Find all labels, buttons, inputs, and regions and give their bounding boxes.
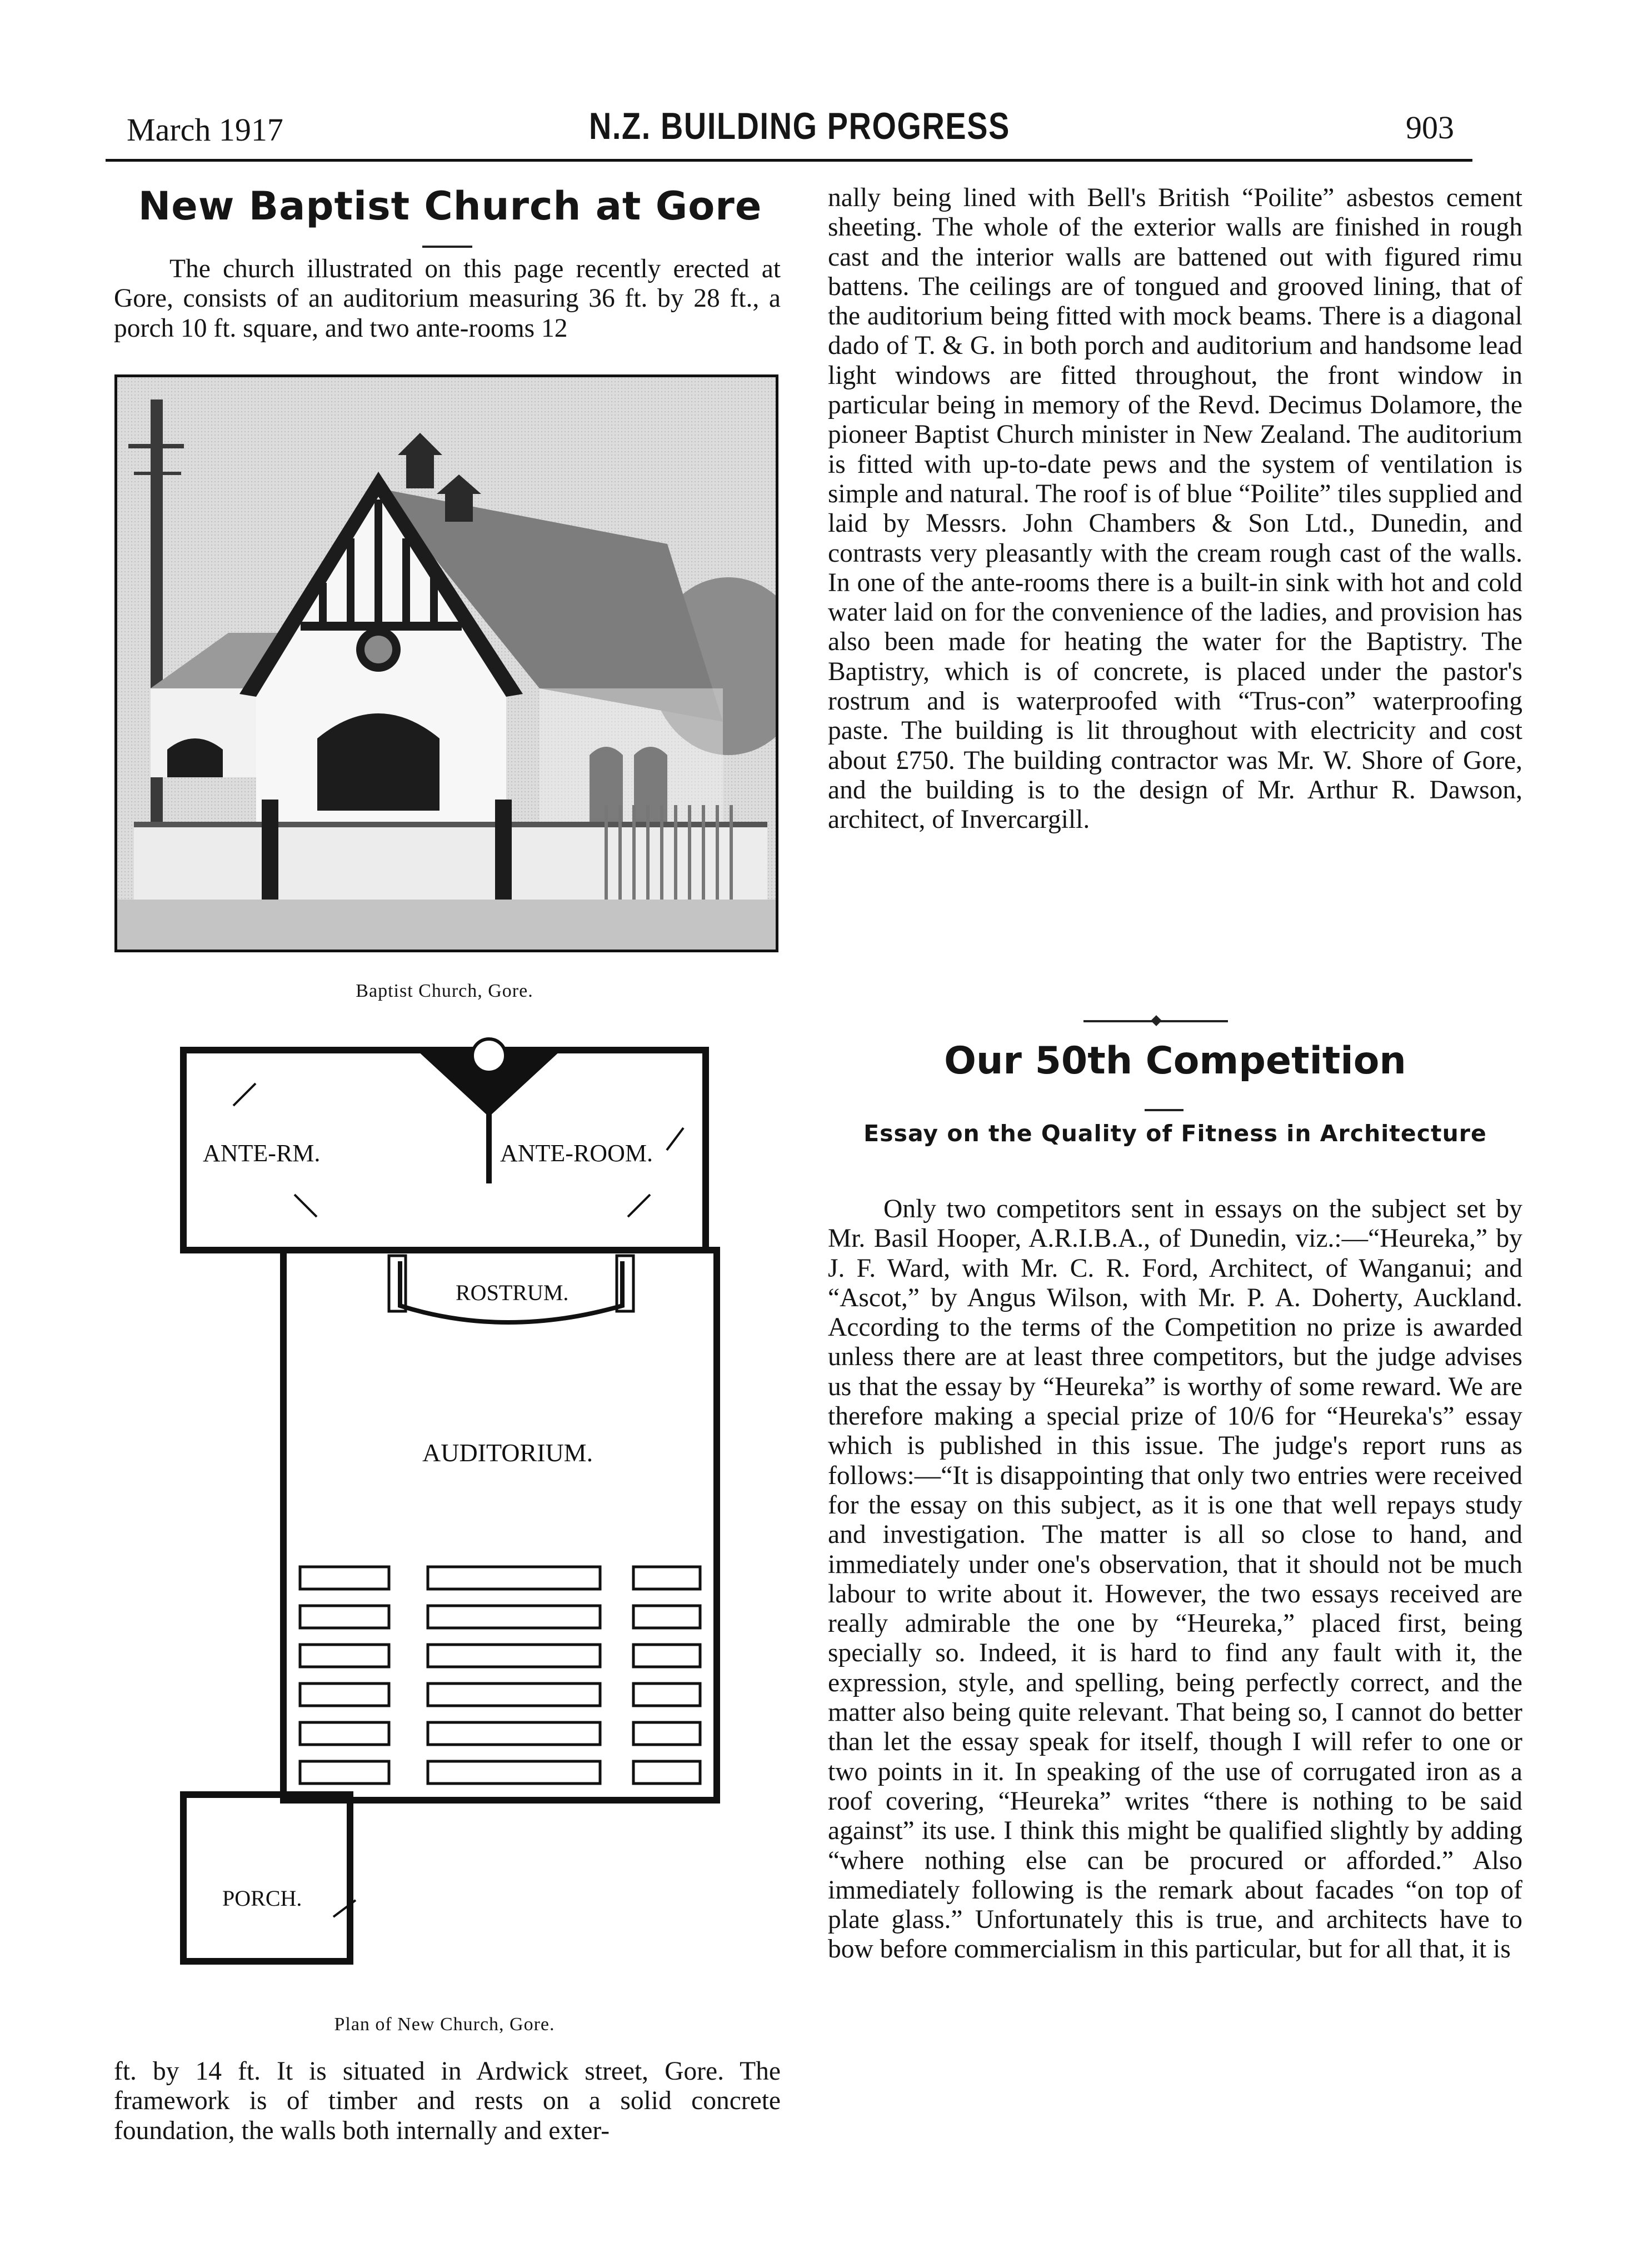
header-rule [106, 159, 1472, 162]
photo-caption: Baptist Church, Gore. [356, 981, 533, 1001]
church-photo-image [117, 377, 776, 950]
paragraph-text: The church illustrated on this page recently erected at Gore, consists of an auditorium measuring 36 ft. by 28 ft., a porch 10 ft. square, and two ante-rooms 12 [114, 254, 781, 343]
page-number: 903 [1406, 109, 1454, 146]
church-photo [114, 374, 778, 952]
article-title: Our 50th Competition [944, 1039, 1406, 1083]
article-body-paragraph [828, 1195, 1522, 1965]
article-title: New Baptist Church at Gore [138, 183, 762, 229]
paragraph-text: Only two competitors sent in essays on the subject set by Mr. Basil Hooper, A.R.I.B.A., of Dunedin, viz.:—“Heureka,” by J. F. Ward, with Mr. C. R. Ford, Architect, of Wanganui; and “Ascot,” by Angus Wilson, with Mr. P. A. Doherty, Auckland. According to the terms of the Competition no prize is awarded unless there are at least three competitors, but the judge advises us that the essay by “Heureka” is worthy of some reward. We are therefore making a special prize of 10/6 for “Heureka's” essay which is published in this issue. The judge's report runs as follows:—“It is disappointing that only two entries were received for the essay on this subject, as it is one that well repays study and investigation. The matter is all so close to hand, and immediately under one's observation, that it should not be much labour to write about it. However, the two essays received are really admirable the one by “Heureka,” placed first, being specially so. Indeed, it is hard to find any fault with it, the expression, style, and spelling, being perfectly correct, and the matter also being quite relevant. That being so, I cannot do better than let the essay speak for itself, though I will refer to one or two points in it. In speaking of the use of corrugated iron as a roof covering, “Heureka” writes “there is nothing to be said against” its use. I think this might be qualified slightly by adding “where nothing else can be procured or afforded.” Also immediately following is the remark about facades “on top of plate glass.” Unfortunately this is true, and architects have to bow before commercialism in this particular, but for all that, it is [828, 1195, 1522, 1964]
plan-label-rostrum: ROSTRUM. [456, 1280, 569, 1305]
article-continued-paragraph [114, 2057, 781, 2146]
floor-plan-drawing [150, 1017, 806, 1995]
publication-title: N.Z. BUILDING PROGRESS [589, 105, 1010, 147]
divider-ornament [1151, 1015, 1162, 1026]
plan-label-auditorium: AUDITORIUM. [422, 1438, 593, 1467]
title-divider [1145, 1109, 1183, 1111]
paragraph-text: ft. by 14 ft. It is situated in Ardwick street, Gore. The framework is of timber and rests on a solid concrete foundation, the walls both internally and exter- [114, 2057, 781, 2145]
plan-label-ante-room: ANTE-ROOM. [500, 1140, 653, 1167]
paragraph-text: nally being lined with Bell's British “Poilite” asbestos cement sheeting. The whole of the exterior walls are finished in rough cast and the interior walls are battened out with figured rimu battens. The ceilings are of tongued and grooved lining, that of the auditorium being fitted with mock beams. There is a diagonal dado of T. & G. in both porch and auditorium and handsome lead light windows are fitted throughout, the front window in particular being in memory of the Revd. Decimus Dolamore, the pioneer Baptist Church minister in New Zealand. The auditorium is fitted with up-to-date pews and the system of ventilation is simple and natural. The roof is of blue “Poilite” tiles supplied and laid by Messrs. John Chambers & Son Ltd., Dunedin, and contrasts very pleasantly with the cream rough cast of the walls. In one of the ante-rooms there is a built-in sink with hot and cold water laid on for the convenience of the ladies, and provision has also been made for heating the water for the Baptistry. The Baptistry, which is of concrete, is placed under the pastor's rostrum and is waterproofed with “Trus-con” waterproofing paste. The building is lit throughout with electricity and cost about £750. The building contractor was Mr. W. Shore of Gore, and the building is to the design of Mr. Arthur R. Dawson, architect, of Invercargill. [828, 183, 1522, 835]
issue-date: March 1917 [127, 112, 283, 148]
plan-label-ante-rm: ANTE-RM. [203, 1140, 321, 1167]
article-intro-paragraph [114, 254, 781, 343]
plan-label-porch: PORCH. [222, 1886, 302, 1911]
article-body-paragraph [828, 183, 1522, 835]
title-divider [422, 246, 472, 248]
floor-plan [150, 1017, 806, 1995]
plan-caption: Plan of New Church, Gore. [334, 2014, 555, 2035]
article-subtitle: Essay on the Quality of Fitness in Architecture [863, 1120, 1487, 1147]
